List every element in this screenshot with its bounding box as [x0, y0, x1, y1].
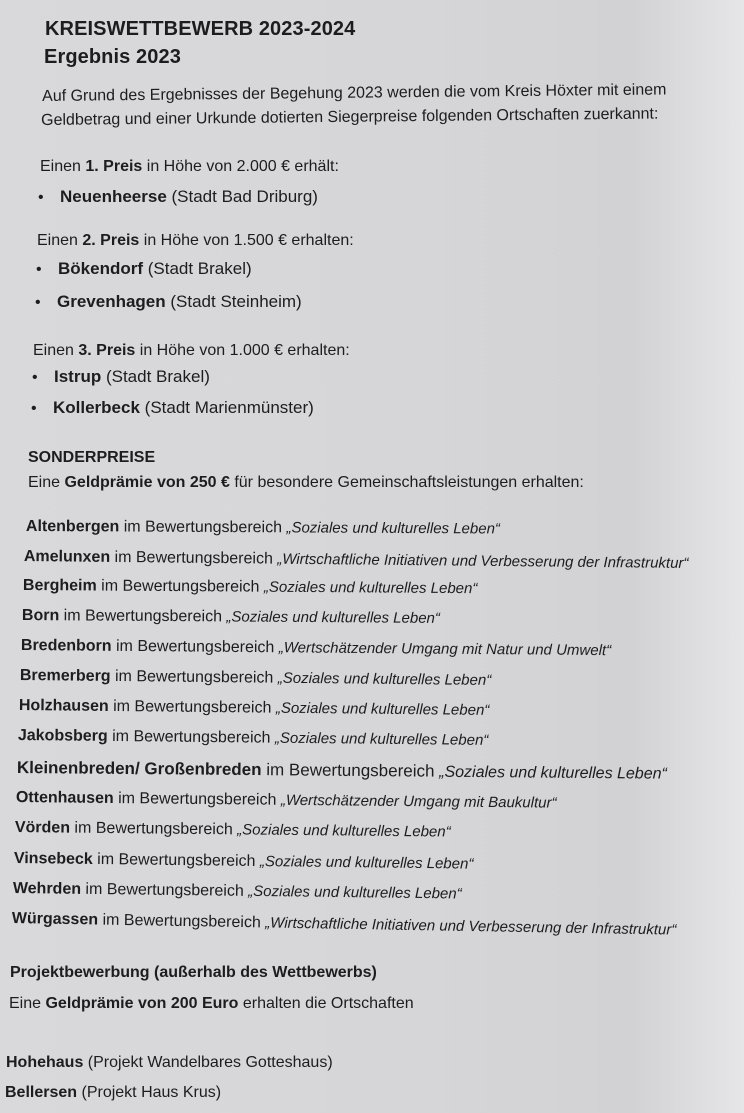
prize-2-winner: • Bökendorf (Stadt Brakel) — [36, 259, 252, 278]
special-item: Altenbergen im Bewertungsbereich „Soziales und kulturelles Leben“ — [25, 518, 500, 538]
special-item: Kleinenbreden/ Großenbreden im Bewertungsbereich „Soziales und kulturelles Leben“ — [16, 758, 667, 783]
special-item: Born im Bewertungsbereich „Soziales und kulturelles Leben“ — [21, 607, 440, 627]
special-item: Bergheim im Bewertungsbereich „Soziales und kulturelles Leben“ — [22, 577, 478, 598]
prize-1-heading: Einen 1. Preis in Höhe von 2.000 € erhält: — [40, 158, 339, 175]
prize-3-heading: Einen 3. Preis in Höhe von 1.000 € erhalten: — [33, 342, 350, 359]
prize-3-winner: • Istrup (Stadt Brakel) — [32, 367, 210, 386]
project-heading: Projektbewerbung (außerhalb des Wettbewerbs) — [10, 964, 377, 981]
prize-1-winner: • Neuenheerse (Stadt Bad Driburg) — [38, 187, 318, 206]
prize-3-winner: • Kollerbeck (Stadt Marienmünster) — [31, 398, 314, 417]
project-item: Hohehaus (Projekt Wandelbares Gotteshaus) — [6, 1054, 333, 1071]
special-item: Bredenborn im Bewertungsbereich „Wertschätzender Umgang mit Natur und Umwelt“ — [20, 637, 612, 660]
bullet-icon: • — [36, 261, 42, 278]
special-intro: Eine Geldprämie von 250 € für besondere Gemeinschaftsleistungen erhalten: — [28, 474, 584, 491]
special-item: Bremerberg im Bewertungsbereich „Soziales und kulturelles Leben“ — [19, 667, 492, 689]
bullet-icon: • — [32, 369, 38, 386]
bullet-icon: • — [35, 294, 41, 311]
document-title: KREISWETTBEWERB 2023-2024 — [45, 18, 356, 40]
special-item: Ottenhausen im Bewertungsbereich „Wertschätzender Umgang mit Baukultur“ — [15, 789, 557, 812]
special-item: Vinsebeck im Bewertungsbereich „Soziales und kulturelles Leben“ — [13, 850, 474, 873]
document-subtitle: Ergebnis 2023 — [44, 46, 181, 68]
bullet-icon: • — [31, 400, 37, 417]
special-item: Würgassen im Bewertungsbereich „Wirtschaftliche Initiativen und Verbesserung der Infrastruktur“ — [11, 910, 677, 939]
prize-2-heading: Einen 2. Preis in Höhe von 1.500 € erhalten: — [37, 232, 354, 249]
special-item: Jakobsberg im Bewertungsbereich „Soziales und kulturelles Leben“ — [17, 727, 489, 749]
project-item: Bellersen (Projekt Haus Krus) — [5, 1084, 222, 1101]
project-intro: Eine Geldprämie von 200 Euro erhalten die Ortschaften — [9, 995, 414, 1012]
special-item: Wehrden im Bewertungsbereich „Soziales und kulturelles Leben“ — [12, 880, 462, 903]
special-item: Vörden im Bewertungsbereich „Soziales und kulturelles Leben“ — [14, 819, 451, 841]
special-item: Amelunxen im Bewertungsbereich „Wirtschaftliche Initiativen und Verbesserung der Infrastruktur“ — [23, 548, 689, 572]
special-heading: SONDERPREISE — [28, 449, 156, 466]
intro-line-1: Auf Grund des Ergebnisses der Begehung 2023 werden die vom Kreis Höxter mit einem — [42, 81, 667, 105]
intro-line-2: Geldbetrag und einer Urkunde dotierten Siegerpreise folgenden Ortschaften zuerkannt: — [41, 105, 659, 129]
special-item: Holzhausen im Bewertungsbereich „Soziales und kulturelles Leben“ — [18, 697, 490, 719]
prize-2-winner: • Grevenhagen (Stadt Steinheim) — [35, 292, 302, 311]
bullet-icon: • — [38, 189, 44, 206]
